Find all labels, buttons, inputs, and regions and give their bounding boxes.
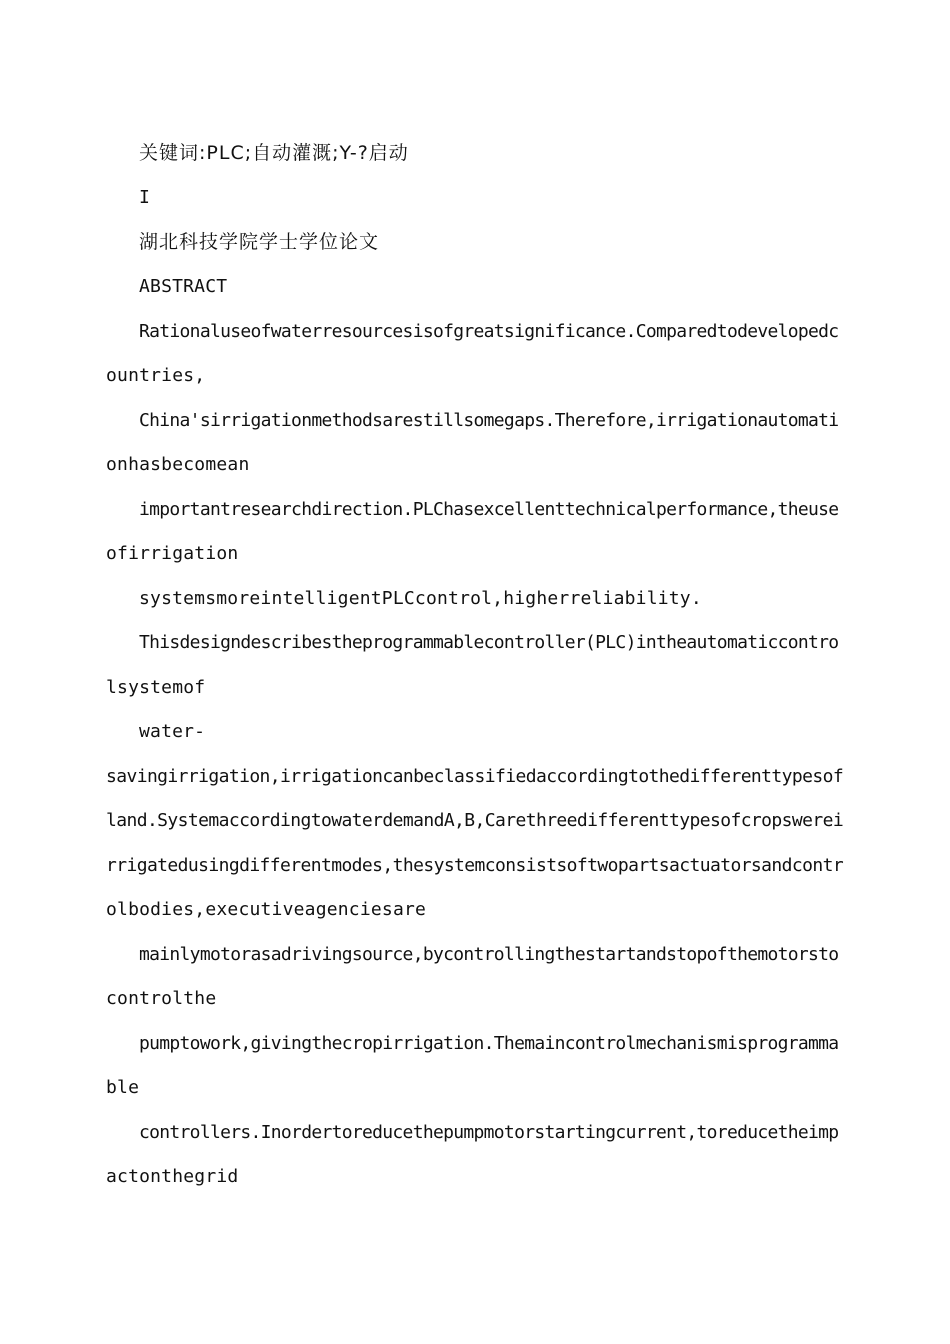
abstract-line: Rationaluseofwaterresourcesisofgreatsignificance.Comparedtodevelopedc <box>139 321 839 342</box>
abstract-line: systemsmoreintelligentPLCcontrol,higherreliability. <box>139 588 702 609</box>
abstract-line: ofirrigation <box>106 543 239 564</box>
abstract-line: importantresearchdirection.PLChasexcellenttechnicalperformance,theuse <box>139 499 839 520</box>
abstract-line: actonthegrid <box>106 1166 239 1187</box>
abstract-line: ountries, <box>106 365 206 386</box>
abstract-line: rrigatedusingdifferentmodes,thesystemconsistsoftwopartsactuatorsandcontr <box>106 855 844 876</box>
abstract-line: land.SystemaccordingtowaterdemandA,B,Carethreedifferenttypesofcropswerei <box>106 810 844 831</box>
keywords-line: 关键词:PLC;自动灌溉;Y-?启动 <box>139 142 409 164</box>
abstract-line: olbodies,executiveagenciesare <box>106 899 427 920</box>
page-number: I <box>139 187 151 208</box>
abstract-line: pumptowork,givingthecropirrigation.Themaincontrolmechanismisprogramma <box>139 1033 839 1054</box>
thesis-header: 湖北科技学院学士学位论文 <box>139 231 380 253</box>
abstract-line: controllers.Inordertoreducethepumpmotorstartingcurrent,toreducetheimp <box>139 1122 839 1143</box>
abstract-line: lsystemof <box>106 677 206 698</box>
abstract-line: savingirrigation,irrigationcanbeclassifiedaccordingtothedifferenttypesof <box>106 766 844 787</box>
abstract-heading: ABSTRACT <box>139 276 228 297</box>
abstract-line: onhasbecomean <box>106 454 250 475</box>
abstract-line: mainlymotorasadrivingsource,bycontrollingthestartandstopofthemotorsto <box>139 944 839 965</box>
abstract-line: water- <box>139 721 206 742</box>
abstract-line: controlthe <box>106 988 217 1009</box>
abstract-line: ble <box>106 1077 140 1098</box>
abstract-line: Thisdesigndescribestheprogrammablecontroller(PLC)intheautomaticcontro <box>139 632 839 653</box>
abstract-line: China'sirrigationmethodsarestillsomegaps.Therefore,irrigationautomati <box>139 410 839 431</box>
